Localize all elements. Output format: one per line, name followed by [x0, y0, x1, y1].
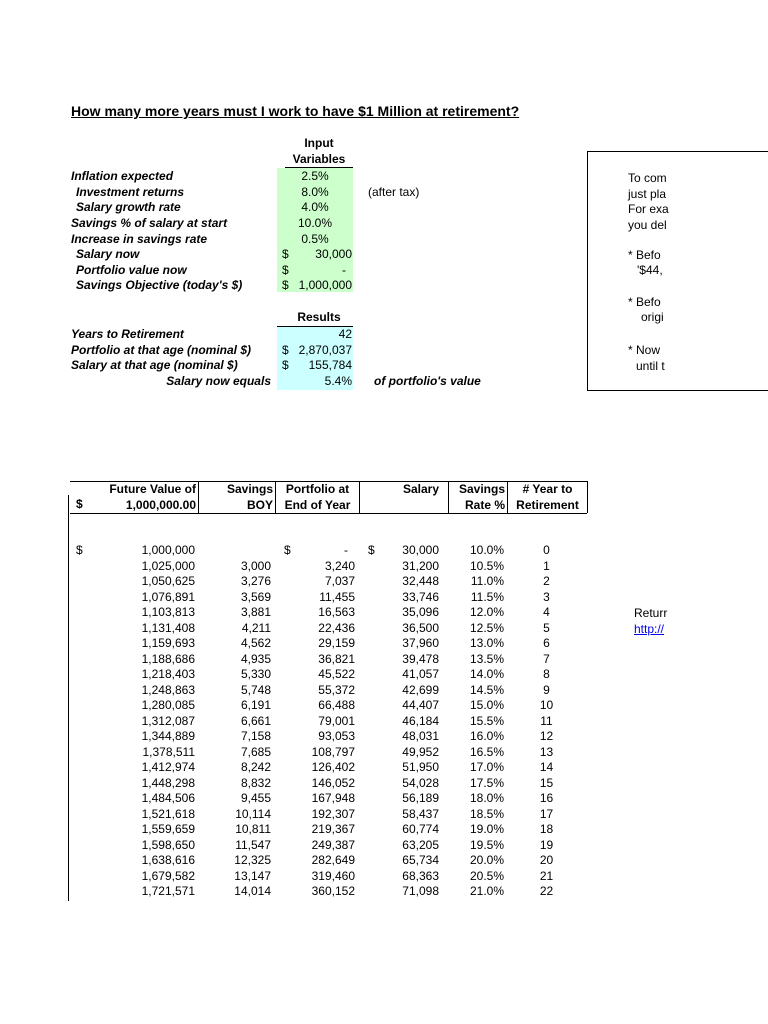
input-label: Salary growth rate: [76, 200, 181, 214]
savings-boy-cell[interactable]: 9,455: [240, 791, 271, 805]
table-header-salary: Salary: [402, 482, 439, 496]
portfolio-cell[interactable]: 360,152: [311, 884, 355, 898]
savings-boy-cell[interactable]: 13,147: [234, 868, 271, 883]
portfolio-cell[interactable]: 22,436: [318, 620, 355, 635]
year-to-retirement-cell[interactable]: 21: [539, 868, 554, 883]
portfolio-cell[interactable]: 16,563: [318, 605, 355, 619]
table-row: [0, 884, 600, 900]
portfolio-cell[interactable]: 167,948: [311, 791, 355, 805]
input-value-cell[interactable]: 1,000,000: [298, 278, 352, 292]
table-row: [0, 760, 600, 776]
portfolio-cell[interactable]: 79,001: [318, 713, 355, 728]
savings-boy-cell[interactable]: 8,832: [240, 775, 271, 790]
savings-boy-cell[interactable]: 3,000: [240, 558, 271, 573]
salary-cell[interactable]: 41,057: [402, 667, 439, 681]
note-line: just pla: [628, 187, 667, 201]
table-row: [0, 574, 600, 590]
salary-now-equals-value[interactable]: 5.4%: [324, 374, 352, 388]
salary-cell[interactable]: 51,950: [402, 760, 439, 774]
salary-cell[interactable]: 32,448: [402, 574, 439, 588]
future-value-cell[interactable]: 1,103,813: [141, 605, 195, 619]
savings-boy-cell[interactable]: 4,562: [240, 636, 271, 650]
savings-rate-cell[interactable]: 13.0%: [469, 636, 504, 650]
savings-boy-cell[interactable]: 5,748: [240, 682, 271, 697]
year-to-retirement-cell[interactable]: 6: [543, 636, 550, 650]
savings-rate-cell[interactable]: 12.0%: [469, 605, 504, 619]
year-to-retirement-cell[interactable]: 3: [543, 589, 550, 604]
year-to-retirement-cell[interactable]: 15: [539, 775, 554, 790]
table-row: [0, 714, 600, 730]
salary-at-age-label: Salary at that age (nominal $): [71, 358, 238, 372]
results-header: Results: [297, 310, 341, 324]
input-value-cell[interactable]: 2.5%: [301, 169, 329, 183]
future-value-cell[interactable]: 1,050,625: [141, 574, 195, 588]
table-row: [0, 698, 600, 714]
years-to-retirement-value[interactable]: 42: [338, 327, 352, 341]
portfolio-cell[interactable]: 29,159: [318, 636, 355, 650]
salary-cell[interactable]: 56,189: [402, 791, 439, 805]
table-row: [0, 559, 600, 575]
portfolio-at-age-value[interactable]: 2,870,037: [298, 343, 352, 357]
portfolio-cell[interactable]: 36,821: [318, 651, 355, 666]
table-row: [0, 683, 600, 699]
future-value-cell[interactable]: 1,000,000: [141, 543, 195, 557]
input-value-cell[interactable]: 30,000: [315, 247, 352, 261]
future-value-cell[interactable]: 1,188,686: [141, 651, 195, 666]
portfolio-cell[interactable]: 55,372: [318, 682, 355, 697]
table-row: [0, 543, 600, 559]
year-to-retirement-cell[interactable]: 13: [539, 744, 554, 759]
table-row: [0, 729, 600, 745]
future-value-cell[interactable]: 1,679,582: [141, 868, 195, 883]
salary-now-note: of portfolio's value: [374, 374, 481, 388]
future-value-cell[interactable]: 1,448,298: [141, 775, 195, 790]
salary-now-equals-label: Salary now equals: [166, 374, 271, 388]
table-row: [0, 745, 600, 761]
year-to-retirement-cell[interactable]: 20: [539, 853, 554, 867]
table-header-savings-rate: Savings Rate %: [458, 482, 505, 512]
future-value-cell[interactable]: 1,025,000: [141, 558, 195, 573]
input-value-cell[interactable]: -: [342, 263, 346, 277]
input-label: Investment returns: [76, 185, 185, 199]
table-row: [0, 838, 600, 854]
table-row: [0, 869, 600, 885]
savings-rate-cell[interactable]: 15.0%: [469, 698, 504, 712]
future-value-cell[interactable]: 1,312,087: [141, 713, 195, 728]
portfolio-cell[interactable]: -: [344, 543, 348, 557]
years-to-retirement-label: Years to Retirement: [71, 327, 184, 341]
savings-boy-cell[interactable]: 3,569: [240, 589, 271, 604]
future-value-cell[interactable]: 1,559,659: [141, 822, 195, 836]
year-to-retirement-cell[interactable]: 0: [543, 543, 550, 557]
savings-rate-cell[interactable]: 18.0%: [469, 791, 504, 805]
table-header-years-to-retirement: # Year to Retirement: [516, 482, 579, 512]
savings-rate-cell[interactable]: 14.5%: [469, 682, 504, 697]
currency-symbol: $: [282, 278, 289, 292]
future-value-cell[interactable]: 1,484,506: [141, 791, 195, 805]
future-value-cell[interactable]: 1,344,889: [141, 729, 195, 743]
note-bullet: * Now: [628, 343, 661, 357]
portfolio-cell[interactable]: 192,307: [311, 806, 355, 821]
table-row: [0, 853, 600, 869]
salary-cell[interactable]: 30,000: [402, 543, 439, 557]
portfolio-cell[interactable]: 45,522: [318, 667, 355, 681]
salary-cell[interactable]: 42,699: [402, 682, 439, 697]
portfolio-cell[interactable]: 282,649: [311, 853, 355, 867]
portfolio-at-age-label: Portfolio at that age (nominal $): [71, 343, 252, 357]
note-bullet-cont: until t: [636, 359, 665, 373]
input-value-cell[interactable]: 8.0%: [301, 185, 329, 199]
savings-rate-cell[interactable]: 18.5%: [469, 806, 504, 821]
future-value-cell[interactable]: 1,521,618: [141, 806, 195, 821]
portfolio-cell[interactable]: 66,488: [318, 698, 355, 712]
savings-rate-cell[interactable]: 21.0%: [469, 884, 504, 898]
year-to-retirement-cell[interactable]: 8: [543, 667, 550, 681]
input-label: Portfolio value now: [76, 263, 187, 277]
savings-rate-cell[interactable]: 17.0%: [469, 760, 504, 774]
return-text: Returr: [634, 606, 668, 620]
note-bullet-cont: '$44,: [637, 263, 663, 277]
currency-symbol: $: [282, 358, 289, 372]
savings-rate-cell[interactable]: 12.5%: [469, 620, 504, 635]
salary-cell[interactable]: 44,407: [402, 698, 439, 712]
table-header-portfolio: Portfolio at End of Year: [284, 482, 351, 512]
salary-cell[interactable]: 54,028: [402, 775, 439, 790]
portfolio-cell[interactable]: 319,460: [311, 868, 355, 883]
portfolio-dollar-sign: $: [284, 543, 291, 557]
future-value-cell[interactable]: 1,378,511: [142, 744, 195, 759]
table-row: [0, 652, 600, 668]
savings-boy-cell[interactable]: 7,685: [240, 744, 271, 759]
savings-boy-cell[interactable]: 8,242: [240, 760, 271, 774]
savings-boy-cell[interactable]: 4,211: [241, 620, 271, 635]
salary-cell[interactable]: 33,746: [402, 589, 439, 604]
note-line: For exa: [628, 202, 669, 216]
savings-rate-cell[interactable]: 19.0%: [469, 822, 504, 836]
salary-cell[interactable]: 35,096: [402, 605, 439, 619]
input-label: Salary now: [76, 247, 140, 261]
table-row: [0, 822, 600, 838]
savings-boy-cell[interactable]: 6,191: [240, 698, 271, 712]
note-bullet: * Befo: [628, 248, 661, 262]
savings-rate-cell[interactable]: 11.0%: [470, 574, 504, 588]
salary-cell[interactable]: 63,205: [402, 837, 439, 852]
salary-dollar-sign: $: [368, 543, 375, 557]
year-to-retirement-cell[interactable]: 4: [543, 605, 550, 619]
year-to-retirement-cell[interactable]: 2: [543, 574, 550, 588]
salary-cell[interactable]: 46,184: [402, 713, 439, 728]
savings-boy-cell[interactable]: 5,330: [240, 667, 271, 681]
portfolio-cell[interactable]: 126,402: [311, 760, 355, 774]
portfolio-cell[interactable]: 249,387: [311, 837, 355, 852]
savings-rate-cell[interactable]: 17.5%: [469, 775, 504, 790]
savings-rate-cell[interactable]: 11.5%: [470, 589, 504, 604]
year-to-retirement-cell[interactable]: 7: [543, 651, 550, 666]
portfolio-cell[interactable]: 108,797: [311, 744, 355, 759]
salary-cell[interactable]: 65,734: [402, 853, 439, 867]
savings-rate-cell[interactable]: 15.5%: [469, 713, 504, 728]
future-value-cell[interactable]: 1,412,974: [141, 760, 195, 774]
future-value-cell[interactable]: 1,721,571: [141, 884, 195, 898]
page-title: How many more years must I work to have $1 Million at retirement?: [71, 103, 520, 119]
input-note: (after tax): [368, 185, 420, 199]
savings-rate-cell[interactable]: 16.5%: [469, 744, 504, 759]
savings-boy-cell[interactable]: 7,158: [240, 729, 271, 743]
year-to-retirement-cell[interactable]: 19: [539, 837, 554, 852]
input-label: Savings % of salary at start: [71, 216, 228, 230]
table-header-savings-boy: Savings BOY: [226, 482, 273, 512]
currency-symbol: $: [282, 343, 289, 357]
salary-cell[interactable]: 39,478: [402, 651, 439, 666]
table-header-future-value: Future Value of 1,000,000.00: [109, 482, 196, 512]
input-variables-header: Input Variables: [292, 136, 346, 166]
future-value-cell[interactable]: 1,159,693: [141, 636, 195, 650]
year-to-retirement-cell[interactable]: 5: [543, 620, 550, 635]
savings-rate-cell[interactable]: 19.5%: [469, 837, 504, 852]
year-to-retirement-cell[interactable]: 17: [539, 806, 554, 821]
portfolio-cell[interactable]: 93,053: [318, 729, 355, 743]
salary-cell[interactable]: 31,200: [402, 558, 439, 573]
year-to-retirement-cell[interactable]: 14: [539, 760, 554, 774]
future-value-cell[interactable]: 1,076,891: [141, 589, 195, 604]
savings-boy-cell[interactable]: 10,811: [235, 822, 271, 836]
savings-rate-cell[interactable]: 16.0%: [469, 729, 504, 743]
year-to-retirement-cell[interactable]: 9: [543, 682, 550, 697]
input-value-cell[interactable]: 4.0%: [301, 200, 329, 214]
savings-boy-cell[interactable]: 11,547: [235, 837, 271, 852]
year-to-retirement-cell[interactable]: 12: [539, 729, 554, 743]
savings-rate-cell[interactable]: 14.0%: [469, 667, 504, 681]
portfolio-cell[interactable]: 11,455: [319, 589, 355, 604]
salary-cell[interactable]: 60,774: [402, 822, 439, 836]
savings-boy-cell[interactable]: 4,935: [240, 651, 271, 666]
year-to-retirement-cell[interactable]: 18: [539, 822, 554, 836]
savings-boy-cell[interactable]: 6,661: [240, 713, 271, 728]
savings-boy-cell[interactable]: 14,014: [234, 884, 271, 898]
portfolio-cell[interactable]: 219,367: [311, 822, 355, 836]
future-value-cell[interactable]: 1,131,408: [141, 620, 195, 635]
savings-rate-cell[interactable]: 20.0%: [469, 853, 504, 867]
savings-rate-cell[interactable]: 13.5%: [469, 651, 504, 666]
savings-rate-cell[interactable]: 10.5%: [469, 558, 504, 573]
year-to-retirement-cell[interactable]: 22: [539, 884, 554, 898]
fv-dollar-sign: $: [76, 543, 83, 557]
salary-cell[interactable]: 36,500: [402, 620, 439, 635]
salary-cell[interactable]: 58,437: [402, 806, 439, 821]
table-header-dollar: $: [76, 497, 83, 511]
note-bullet-cont: origi: [641, 310, 664, 324]
table-row: [0, 807, 600, 823]
table-row: [0, 791, 600, 807]
input-value-cell[interactable]: 10.0%: [297, 216, 333, 230]
savings-boy-cell[interactable]: 10,114: [235, 806, 271, 821]
salary-cell[interactable]: 37,960: [402, 636, 439, 650]
salary-cell[interactable]: 71,098: [402, 884, 439, 898]
year-to-retirement-cell[interactable]: 1: [543, 558, 550, 573]
savings-rate-cell[interactable]: 10.0%: [469, 543, 504, 557]
table-row: [0, 590, 600, 606]
table-row: [0, 605, 600, 621]
return-link[interactable]: http://: [634, 622, 665, 636]
savings-rate-cell[interactable]: 20.5%: [469, 868, 504, 883]
instructions-note-box: [587, 151, 768, 391]
table-row: [0, 776, 600, 792]
savings-boy-cell[interactable]: 3,276: [240, 574, 271, 588]
future-value-cell[interactable]: 1,638,616: [141, 853, 195, 867]
input-label: Savings Objective (today's $): [76, 278, 243, 292]
portfolio-cell[interactable]: 146,052: [311, 775, 355, 790]
input-label: Inflation expected: [71, 169, 174, 183]
note-line: you del: [628, 218, 667, 232]
table-row: [0, 636, 600, 652]
salary-cell[interactable]: 48,031: [402, 729, 439, 743]
salary-at-age-value[interactable]: 155,784: [308, 358, 352, 372]
portfolio-cell[interactable]: 3,240: [324, 558, 355, 573]
year-to-retirement-cell[interactable]: 16: [539, 791, 554, 805]
future-value-cell[interactable]: 1,280,085: [141, 698, 195, 712]
currency-symbol: $: [282, 263, 289, 277]
savings-boy-cell[interactable]: 12,325: [234, 853, 271, 867]
future-value-cell[interactable]: 1,248,863: [141, 682, 195, 697]
salary-cell[interactable]: 49,952: [402, 744, 439, 759]
currency-symbol: $: [282, 247, 289, 261]
note-bullet: * Befo: [628, 295, 661, 309]
year-to-retirement-cell[interactable]: 11: [540, 713, 553, 728]
year-to-retirement-cell[interactable]: 10: [539, 698, 554, 712]
future-value-cell[interactable]: 1,218,403: [141, 667, 195, 681]
table-row: [0, 667, 600, 683]
portfolio-cell[interactable]: 7,037: [324, 574, 355, 588]
input-label: Increase in savings rate: [71, 232, 208, 246]
savings-boy-cell[interactable]: 3,881: [240, 605, 271, 619]
salary-cell[interactable]: 68,363: [402, 868, 439, 883]
table-row: [0, 621, 600, 637]
future-value-cell[interactable]: 1,598,650: [141, 837, 195, 852]
note-line: To com: [628, 171, 667, 185]
input-value-cell[interactable]: 0.5%: [301, 232, 329, 246]
